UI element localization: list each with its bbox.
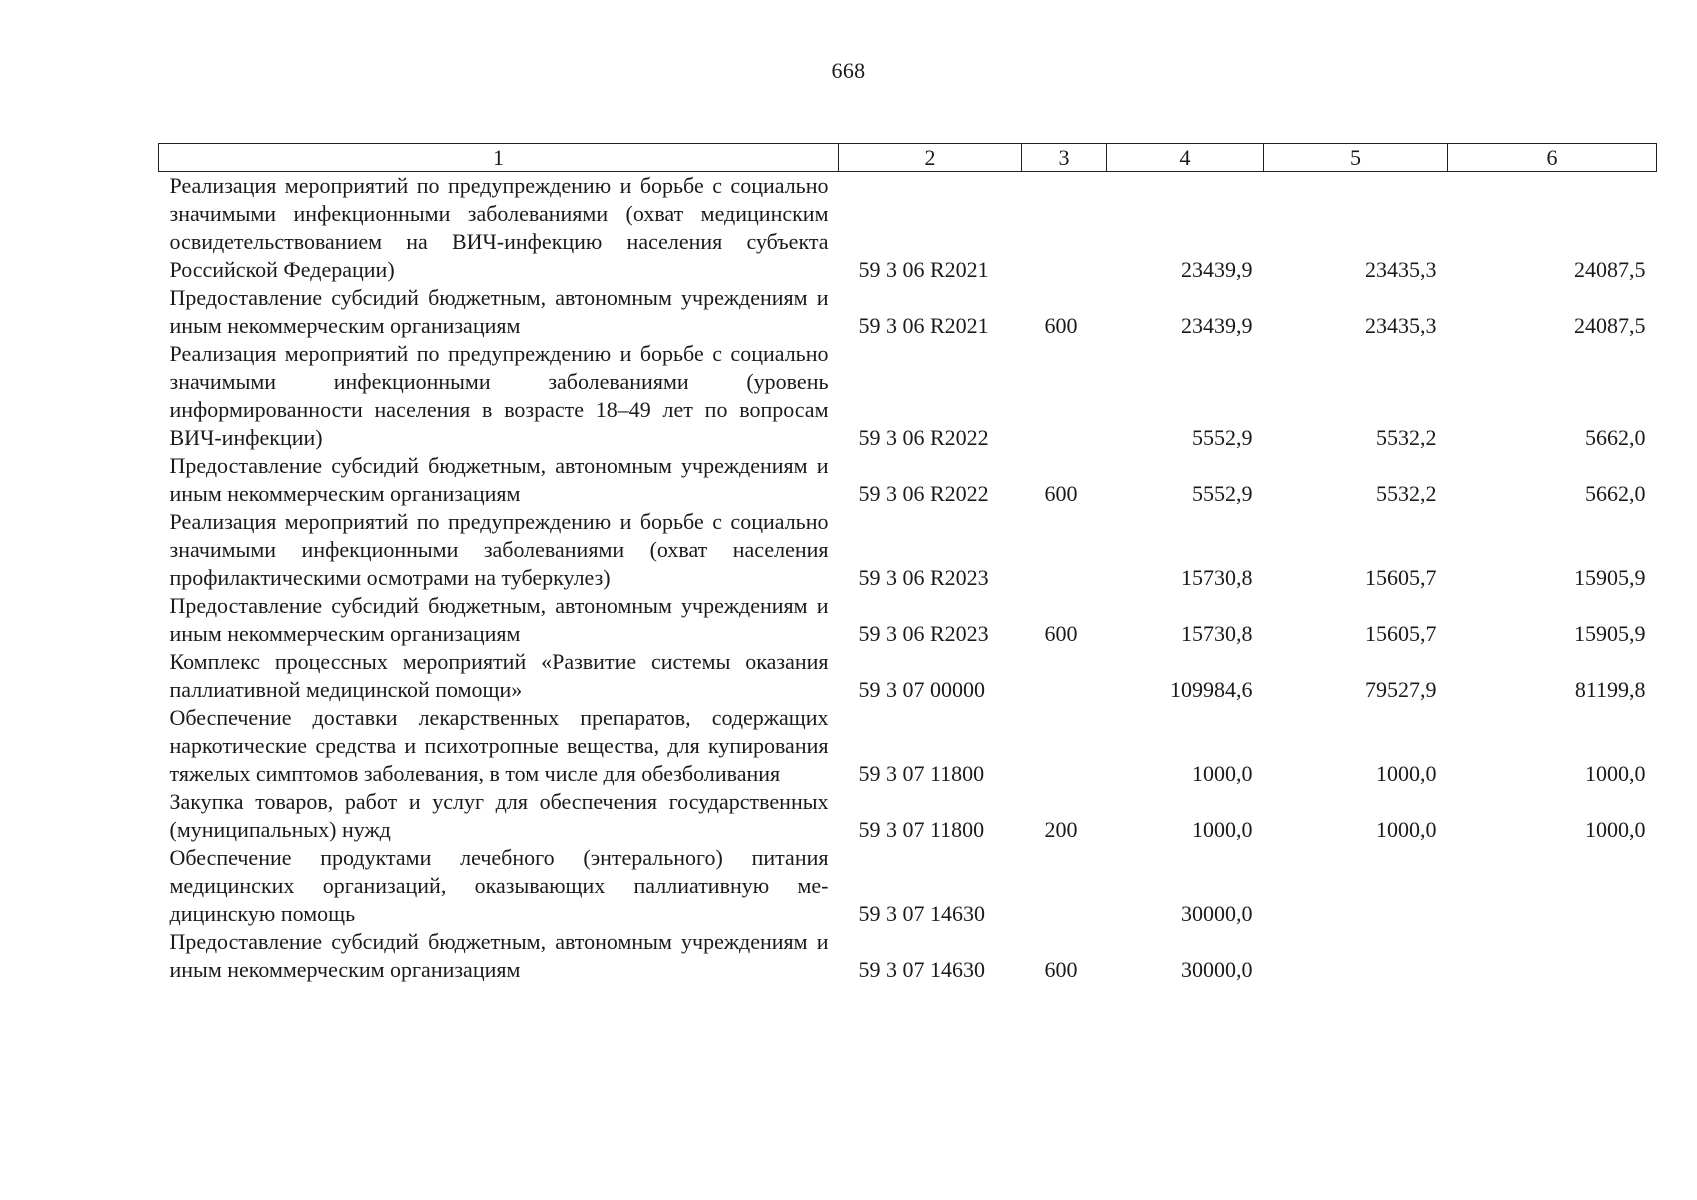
row-value-col6: 81199,8	[1574, 677, 1646, 702]
row-name: Предоставление субсидий бюджетным, автономным учреждениям и иным некоммерческим организациям	[169, 453, 829, 506]
row-code: 59 3 07 11800	[858, 817, 985, 842]
row-value-col6: 1000,0	[1585, 761, 1646, 786]
row-value-col6: 24087,5	[1574, 257, 1646, 282]
row-code: 59 3 06 R2023	[858, 565, 989, 590]
header-col-4: 4	[1107, 144, 1264, 172]
row-value-col5: 1000,0	[1376, 761, 1437, 786]
row-expense-type	[1022, 172, 1107, 285]
row-expense-type	[1022, 844, 1107, 928]
table-row	[159, 788, 1657, 844]
row-code: 59 3 06 R2023	[858, 621, 989, 646]
row-value-col4: 23439,9	[1181, 313, 1253, 338]
table-body	[159, 172, 1657, 985]
header-col-1: 1	[159, 144, 839, 172]
row-value-col5	[1264, 928, 1448, 984]
row-value-col4: 1000,0	[1192, 761, 1253, 786]
row-expense-type: 600	[1044, 481, 1078, 506]
row-value-col5: 23435,3	[1365, 257, 1437, 282]
header-col-6: 6	[1448, 144, 1657, 172]
row-value-col6: 1000,0	[1585, 817, 1646, 842]
row-value-col4: 109984,6	[1170, 677, 1253, 702]
page-number: 668	[831, 58, 866, 83]
row-code: 59 3 07 14630	[858, 957, 985, 982]
row-value-col5	[1264, 844, 1448, 928]
row-value-col5: 79527,9	[1365, 677, 1437, 702]
table-row	[159, 704, 1657, 788]
row-name: Обеспечение доставки лекарственных препаратов, содержащих наркотические средства и психотропные вещества, для купирования тяжелых симптомов заболевания, в том числе для обезболивания	[169, 705, 829, 786]
table-row	[159, 508, 1657, 592]
row-name: Комплекс процессных мероприятий «Развитие системы оказания паллиативной медицинской помощи»	[169, 649, 829, 702]
row-expense-type	[1022, 340, 1107, 452]
row-expense-type: 600	[1044, 957, 1078, 982]
row-code: 59 3 07 14630	[858, 901, 985, 926]
row-code: 59 3 06 R2022	[858, 481, 989, 506]
row-expense-type	[1022, 508, 1107, 592]
header-col-2: 2	[839, 144, 1022, 172]
row-code: 59 3 07 00000	[858, 677, 985, 702]
row-code: 59 3 06 R2021	[858, 257, 989, 282]
row-name: Предоставление субсидий бюджетным, автономным учреждениям и иным некоммерческим организациям	[169, 285, 829, 338]
row-value-col4: 15730,8	[1181, 621, 1253, 646]
row-name: Реализация мероприятий по предупреждению и борьбе с социально значимыми инфекционными заболеваниями (уровень информированности населения в возрасте 18–49 лет по вопросам ВИЧ-инфекции)	[169, 341, 829, 450]
row-expense-type: 600	[1044, 313, 1078, 338]
row-expense-type	[1022, 704, 1107, 788]
table-row	[159, 284, 1657, 340]
row-value-col4: 5552,9	[1192, 481, 1253, 506]
row-value-col5: 5532,2	[1376, 481, 1437, 506]
row-name: Реализация мероприятий по предупреждению и борьбе с социально значимыми инфекционными заболеваниями (охват населения профилактическими осмотрами на туберкулез)	[169, 509, 829, 590]
row-value-col5: 23435,3	[1365, 313, 1437, 338]
table-header	[159, 144, 1657, 172]
table-row	[159, 592, 1657, 648]
row-value-col6: 15905,9	[1574, 621, 1646, 646]
row-expense-type: 600	[1044, 621, 1078, 646]
row-name: Предоставление субсидий бюджетным, автономным учреждениям и иным некоммерческим организациям	[169, 593, 829, 646]
row-value-col5: 15605,7	[1365, 565, 1437, 590]
row-code: 59 3 06 R2021	[858, 313, 989, 338]
row-value-col6	[1448, 928, 1657, 984]
budget-table	[158, 143, 1657, 984]
row-value-col5: 1000,0	[1376, 817, 1437, 842]
row-value-col4: 30000,0	[1181, 957, 1253, 982]
row-value-col4: 15730,8	[1181, 565, 1253, 590]
table-row	[159, 648, 1657, 704]
header-row	[159, 144, 1657, 172]
row-value-col6	[1448, 844, 1657, 928]
table-row	[159, 452, 1657, 508]
row-value-col5: 15605,7	[1365, 621, 1437, 646]
row-value-col4: 23439,9	[1181, 257, 1253, 282]
row-value-col6: 15905,9	[1574, 565, 1646, 590]
row-name: Реализация мероприятий по предупреждению и борьбе с социально значимыми инфекционными заболеваниями (охват медицинским освидетельствованием на ВИЧ-инфекцию населения субъекта Российской Федерации)	[169, 173, 829, 282]
row-expense-type: 200	[1044, 817, 1078, 842]
row-value-col5: 5532,2	[1376, 425, 1437, 450]
row-value-col6: 5662,0	[1585, 425, 1646, 450]
table-row	[159, 340, 1657, 452]
row-value-col4: 5552,9	[1192, 425, 1253, 450]
row-name: Обеспечение продуктами лечебного (энтерального) питания медицинских организаций, оказывающих паллиативную медицинскую помощь	[169, 845, 829, 926]
row-name: Предоставление субсидий бюджетным, автономным учреждениям и иным некоммерческим организациям	[169, 929, 829, 982]
header-col-5: 5	[1264, 144, 1448, 172]
table-row	[159, 172, 1657, 285]
row-value-col6: 24087,5	[1574, 313, 1646, 338]
row-expense-type	[1022, 648, 1107, 704]
row-code: 59 3 07 11800	[858, 761, 985, 786]
row-value-col6: 5662,0	[1585, 481, 1646, 506]
row-code: 59 3 06 R2022	[858, 425, 989, 450]
row-value-col4: 30000,0	[1181, 901, 1253, 926]
row-name: Закупка товаров, работ и услуг для обеспечения государственных (муниципальных) нужд	[169, 789, 829, 842]
table-row	[159, 844, 1657, 928]
header-col-3: 3	[1022, 144, 1107, 172]
row-value-col4: 1000,0	[1192, 817, 1253, 842]
table-row	[159, 928, 1657, 984]
